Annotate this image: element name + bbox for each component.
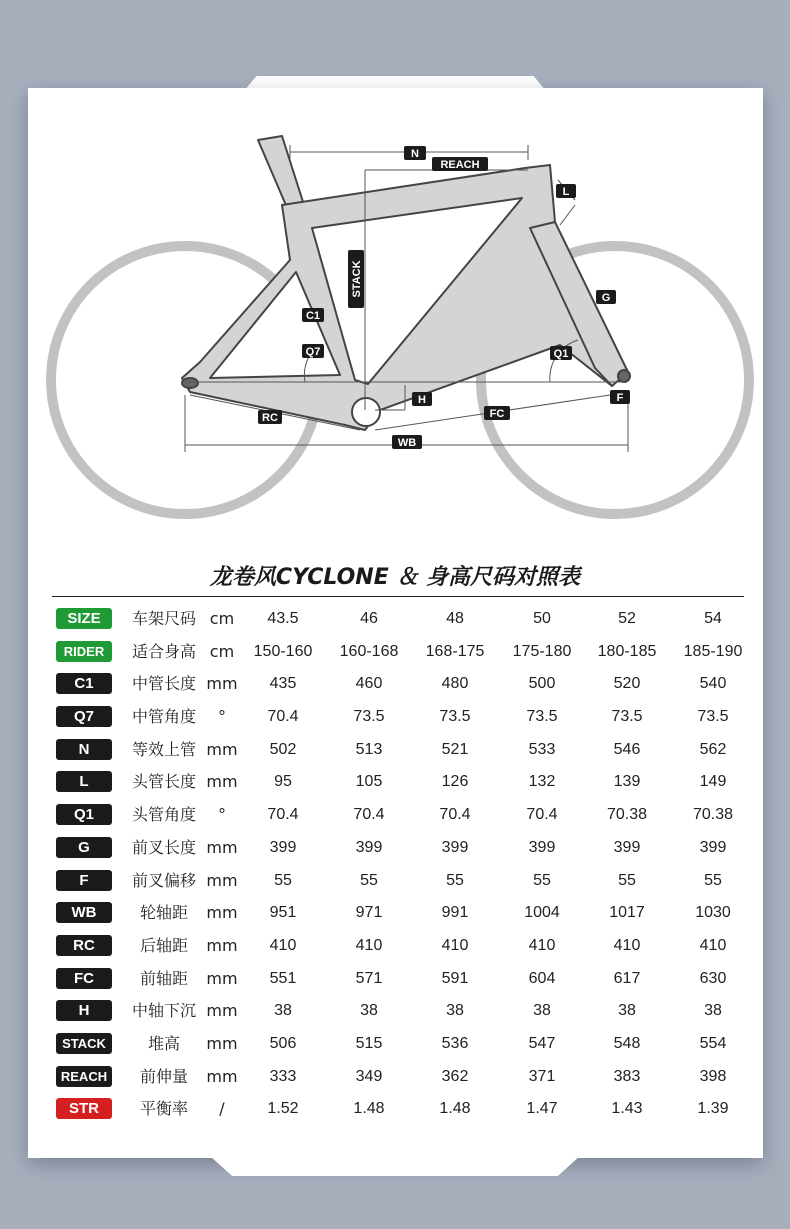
- param-name: 前叉长度: [131, 837, 196, 857]
- size-spec-table: [52, 603, 752, 1126]
- param-unit: mm: [206, 1001, 238, 1021]
- value-cell: 175-180: [512, 642, 572, 660]
- value-cell: 46: [360, 610, 378, 627]
- param-badge: WB: [56, 902, 112, 923]
- value-cell: 506: [269, 1034, 297, 1052]
- label-q7: [302, 344, 324, 358]
- label-c1: [302, 308, 324, 322]
- value-cell: 410: [699, 936, 727, 954]
- value-cell: 951: [269, 904, 297, 922]
- param-unit: cm: [209, 641, 235, 661]
- param-unit: mm: [206, 1033, 238, 1053]
- value-cell: 371: [528, 1067, 556, 1085]
- value-cell: 70.4: [267, 806, 299, 824]
- table-row: [52, 636, 752, 669]
- label-stack: [348, 250, 364, 308]
- value-cell: 520: [613, 675, 641, 693]
- param-badge: Q7: [56, 706, 112, 727]
- value-cell: 38: [446, 1002, 464, 1020]
- table-row: [52, 963, 752, 996]
- value-cell: 54: [704, 610, 722, 627]
- label-h-text: H: [418, 394, 426, 406]
- value-cell: 547: [528, 1034, 556, 1052]
- value-cell: 349: [355, 1067, 383, 1085]
- table-row: [52, 603, 752, 636]
- param-unit: cm: [209, 609, 235, 628]
- value-cell: 399: [269, 838, 297, 856]
- value-cell: 1004: [524, 904, 560, 922]
- value-cell: 73.5: [611, 708, 643, 726]
- param-unit: mm: [206, 935, 238, 955]
- param-unit: /: [219, 1099, 225, 1119]
- label-l-text: L: [562, 186, 570, 198]
- param-badge: STR: [56, 1098, 112, 1119]
- value-cell: 1.52: [267, 1100, 299, 1118]
- label-reach-text: REACH: [440, 159, 480, 171]
- param-unit: mm: [206, 968, 238, 988]
- value-cell: 410: [613, 936, 641, 954]
- label-f-text: F: [616, 392, 624, 404]
- value-cell: 399: [355, 838, 383, 856]
- param-name: 中管角度: [131, 707, 196, 727]
- param-name: 前轴距: [139, 968, 188, 988]
- value-cell: 399: [528, 838, 556, 856]
- param-name: 中轴下沉: [131, 1001, 196, 1021]
- value-cell: 168-175: [425, 642, 485, 660]
- value-cell: 38: [618, 1002, 636, 1020]
- value-cell: 399: [441, 838, 469, 856]
- table-row: [52, 668, 752, 701]
- param-name: 平衡率: [139, 1099, 188, 1119]
- value-cell: 1.48: [439, 1100, 471, 1118]
- param-unit: mm: [206, 674, 238, 694]
- value-cell: 50: [533, 610, 551, 627]
- param-name: 前叉偏移: [131, 870, 196, 890]
- value-cell: 971: [355, 904, 383, 922]
- table-row: [52, 865, 752, 898]
- param-badge: RC: [56, 935, 112, 956]
- value-cell: 132: [528, 773, 556, 791]
- param-unit: °: [218, 805, 226, 825]
- table-row: [52, 1028, 752, 1061]
- value-cell: 410: [528, 936, 556, 954]
- param-unit: mm: [206, 870, 238, 890]
- value-cell: 333: [269, 1067, 297, 1085]
- table-row: [52, 1061, 752, 1094]
- label-n-text: N: [411, 148, 419, 160]
- value-cell: 551: [269, 969, 297, 987]
- value-cell: 460: [355, 675, 383, 693]
- label-g-text: G: [601, 292, 611, 304]
- value-cell: 180-185: [597, 642, 657, 660]
- param-name: 适合身高: [131, 641, 196, 661]
- param-name: 后轴距: [139, 935, 188, 955]
- param-name: 中管长度: [131, 674, 196, 694]
- param-name: 堆高: [147, 1033, 180, 1053]
- value-cell: 139: [613, 773, 641, 791]
- bike-geometry-diagram: [0, 0, 790, 540]
- value-cell: 48: [446, 610, 464, 627]
- table-row: [52, 930, 752, 963]
- value-cell: 554: [699, 1034, 727, 1052]
- value-cell: 1017: [609, 904, 645, 922]
- param-unit: mm: [206, 903, 238, 923]
- value-cell: 521: [441, 740, 469, 758]
- param-name: 车架尺码: [131, 609, 196, 628]
- value-cell: 533: [528, 740, 556, 758]
- label-wb-text: WB: [397, 437, 417, 449]
- param-badge: G: [56, 837, 112, 858]
- value-cell: 70.38: [692, 806, 734, 824]
- value-cell: 70.4: [353, 806, 385, 824]
- value-cell: 480: [441, 675, 469, 693]
- value-cell: 38: [533, 1002, 551, 1020]
- param-badge: H: [56, 1000, 112, 1021]
- value-cell: 410: [269, 936, 297, 954]
- value-cell: 546: [613, 740, 641, 758]
- value-cell: 95: [274, 773, 292, 791]
- label-q1-text: Q1: [553, 348, 569, 360]
- value-cell: 160-168: [339, 642, 399, 660]
- param-badge: STACK: [56, 1033, 112, 1054]
- value-cell: 55: [533, 871, 551, 889]
- label-c1-text: C1: [305, 310, 321, 322]
- value-cell: 536: [441, 1034, 469, 1052]
- label-wb: [392, 435, 422, 449]
- value-cell: 1.48: [353, 1100, 385, 1118]
- param-badge: F: [56, 870, 112, 891]
- value-cell: 1030: [695, 904, 731, 922]
- value-cell: 502: [269, 740, 297, 758]
- param-badge: RIDER: [56, 641, 112, 662]
- label-f: [610, 390, 630, 404]
- value-cell: 515: [355, 1034, 383, 1052]
- label-n: [404, 146, 426, 160]
- value-cell: 562: [699, 740, 727, 758]
- label-stack-text: STACK: [351, 260, 363, 298]
- label-h: [412, 392, 432, 406]
- value-cell: 435: [269, 675, 297, 693]
- param-name: 前伸量: [139, 1066, 188, 1086]
- param-badge: Q1: [56, 804, 112, 825]
- value-cell: 150-160: [253, 642, 313, 660]
- table-row: [52, 766, 752, 799]
- value-cell: 70.4: [439, 806, 471, 824]
- value-cell: 43.5: [267, 610, 299, 627]
- label-l: [556, 184, 576, 198]
- label-g: [596, 290, 616, 304]
- value-cell: 55: [704, 871, 722, 889]
- value-cell: 70.38: [606, 806, 648, 824]
- value-cell: 126: [441, 773, 469, 791]
- value-cell: 991: [441, 904, 469, 922]
- value-cell: 38: [274, 1002, 292, 1020]
- value-cell: 399: [699, 838, 727, 856]
- table-row: [52, 799, 752, 832]
- label-fc: [484, 406, 510, 420]
- table-row: [52, 832, 752, 865]
- label-rc-text: RC: [262, 412, 278, 424]
- value-cell: 55: [618, 871, 636, 889]
- value-cell: 383: [613, 1067, 641, 1085]
- value-cell: 591: [441, 969, 469, 987]
- value-cell: 55: [446, 871, 464, 889]
- param-name: 头管长度: [131, 772, 196, 792]
- param-name: 等效上管: [131, 739, 196, 759]
- value-cell: 73.5: [353, 708, 385, 726]
- table-row: [52, 734, 752, 767]
- label-q1: [550, 346, 572, 360]
- value-cell: 1.47: [526, 1100, 558, 1118]
- value-cell: 1.39: [697, 1100, 729, 1118]
- value-cell: 149: [699, 773, 727, 791]
- label-reach: [432, 157, 488, 171]
- param-badge: N: [56, 739, 112, 760]
- chart-title: 龙卷风CYCLONE ＆ 身高尺码对照表: [209, 565, 581, 590]
- value-cell: 540: [699, 675, 727, 693]
- value-cell: 52: [618, 610, 636, 627]
- value-cell: 185-190: [683, 642, 743, 660]
- param-badge: REACH: [56, 1066, 112, 1087]
- value-cell: 1.43: [611, 1100, 643, 1118]
- title-divider: [52, 596, 744, 597]
- value-cell: 105: [355, 773, 383, 791]
- value-cell: 571: [355, 969, 383, 987]
- value-cell: 73.5: [439, 708, 471, 726]
- value-cell: 70.4: [526, 806, 558, 824]
- param-name: 头管角度: [131, 805, 196, 825]
- param-unit: °: [218, 707, 226, 727]
- value-cell: 55: [360, 871, 378, 889]
- value-cell: 73.5: [697, 708, 729, 726]
- card-bottom-notch: [210, 1156, 580, 1176]
- param-badge: L: [56, 771, 112, 792]
- value-cell: 604: [528, 969, 556, 987]
- value-cell: 410: [441, 936, 469, 954]
- param-name: 轮轴距: [139, 903, 188, 923]
- value-cell: 399: [613, 838, 641, 856]
- value-cell: 73.5: [526, 708, 558, 726]
- bike-frame: [182, 136, 630, 430]
- label-q7-text: Q7: [305, 346, 321, 358]
- param-badge: SIZE: [56, 608, 112, 629]
- value-cell: 617: [613, 969, 641, 987]
- value-cell: 630: [699, 969, 727, 987]
- value-cell: 500: [528, 675, 556, 693]
- param-unit: mm: [206, 739, 238, 759]
- value-cell: 38: [360, 1002, 378, 1020]
- param-badge: C1: [56, 673, 112, 694]
- value-cell: 38: [704, 1002, 722, 1020]
- table-row: [52, 897, 752, 930]
- value-cell: 410: [355, 936, 383, 954]
- label-rc: [258, 410, 282, 424]
- value-cell: 362: [441, 1067, 469, 1085]
- value-cell: 398: [699, 1067, 727, 1085]
- table-row: [52, 995, 752, 1028]
- value-cell: 55: [274, 871, 292, 889]
- label-fc-text: FC: [489, 408, 505, 420]
- value-cell: 70.4: [267, 708, 299, 726]
- param-unit: mm: [206, 837, 238, 857]
- table-row: [52, 701, 752, 734]
- param-badge: FC: [56, 968, 112, 989]
- table-row: [52, 1093, 752, 1126]
- value-cell: 513: [355, 740, 383, 758]
- param-unit: mm: [206, 772, 238, 792]
- param-unit: mm: [206, 1066, 238, 1086]
- value-cell: 548: [613, 1034, 641, 1052]
